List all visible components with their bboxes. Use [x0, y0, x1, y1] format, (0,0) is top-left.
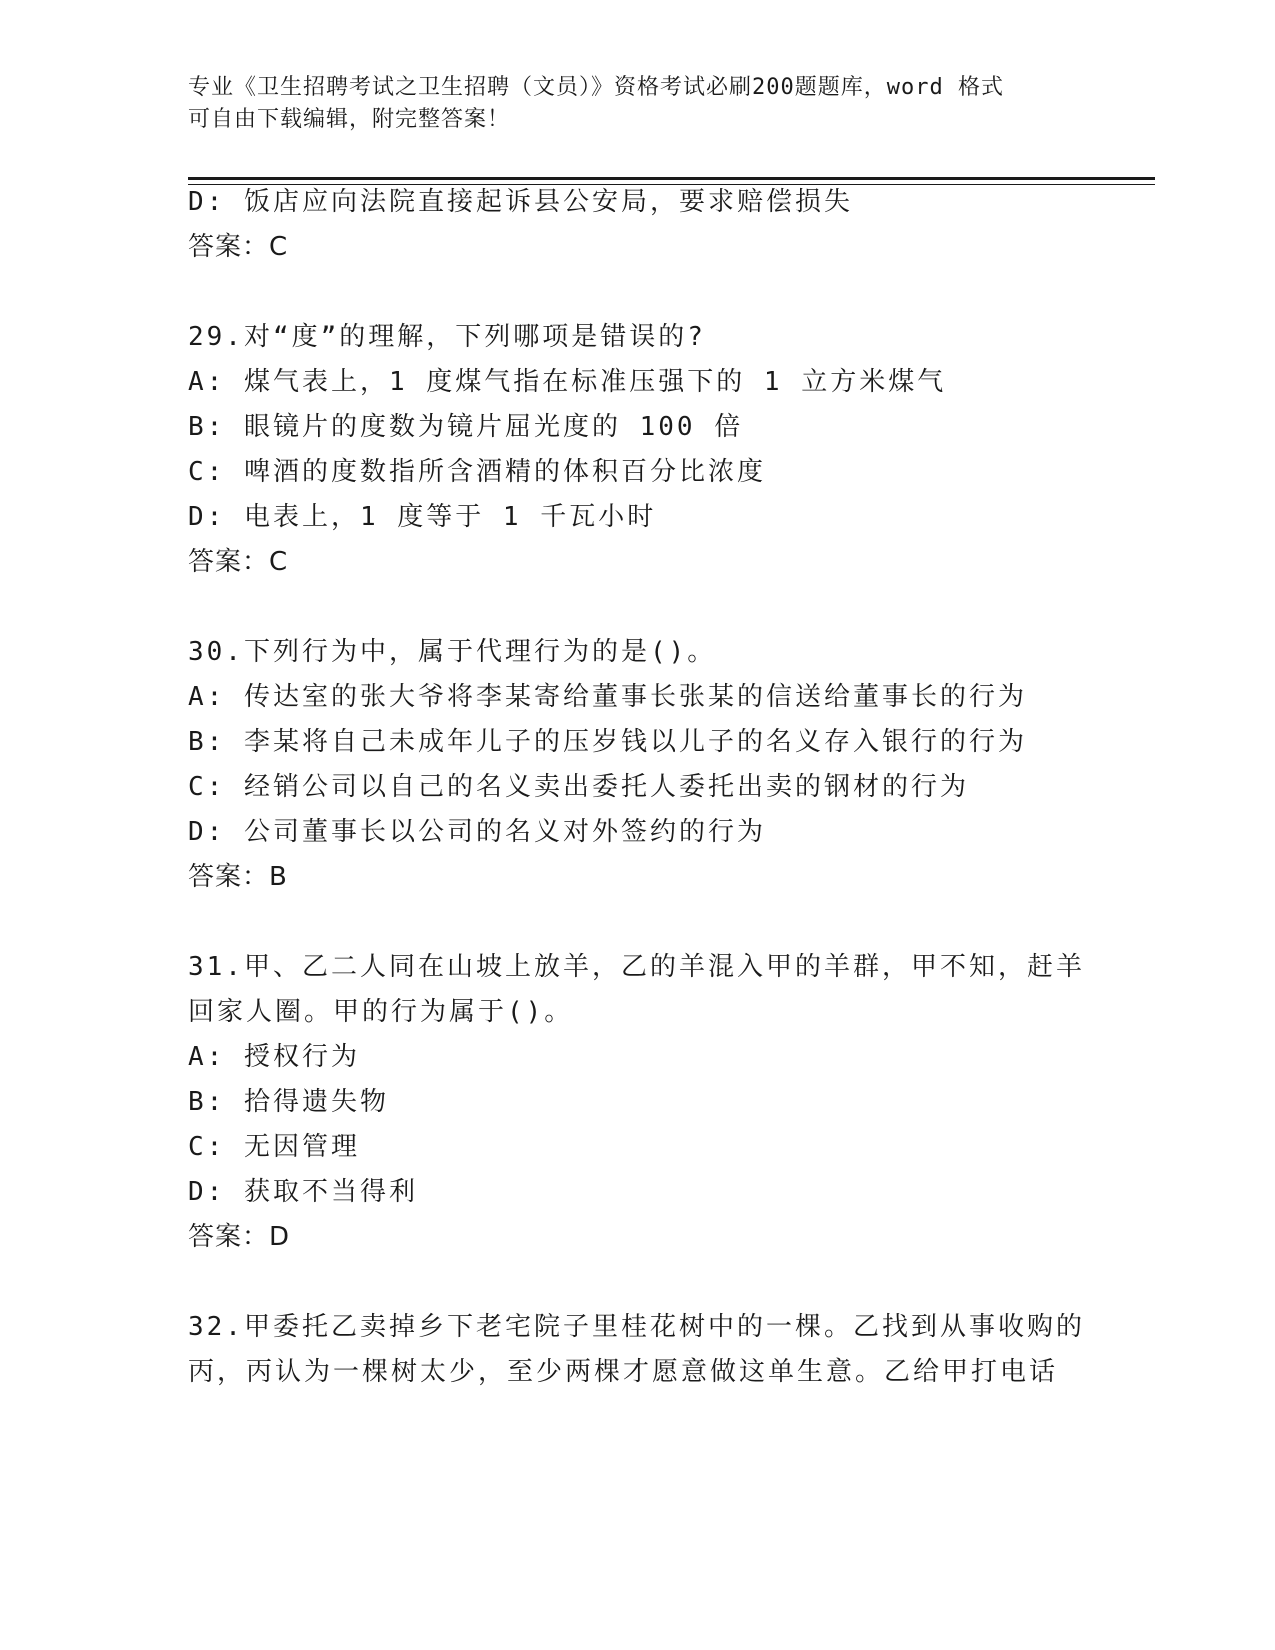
option-b: B: 拾得遗失物	[188, 1087, 389, 1117]
question-stem: 29.对“度”的理解，下列哪项是错误的?	[188, 322, 706, 352]
option-c: C: 无因管理	[188, 1132, 360, 1162]
question-stem-line-1: 32.甲委托乙卖掉乡下老宅院子里桂花树中的一棵。乙找到从事收购的	[188, 1312, 1085, 1342]
option-a: A: 传达室的张大爷将李某寄给董事长张某的信送给董事长的行为	[188, 682, 1027, 712]
spacer	[188, 1260, 1088, 1305]
option-d: D: 电表上，1 度等于 1 千瓦小时	[188, 502, 657, 532]
question-28-tail	[188, 180, 1088, 270]
option-b: B: 眼镜片的度数为镜片屈光度的 100 倍	[188, 412, 744, 442]
question-stem-line-1: 31.甲、乙二人同在山坡上放羊，乙的羊混入甲的羊群，甲不知，赶羊	[188, 952, 1085, 982]
spacer	[188, 585, 1088, 630]
question-29	[188, 315, 1088, 585]
header-title-line-2: 可自由下载编辑，附完整答案！	[188, 107, 511, 132]
answer-line: 答案：C	[188, 547, 289, 577]
spacer	[188, 270, 1088, 315]
header-title-line-1: 专业《卫生招聘考试之卫生招聘（文员）》资格考试必刷200题题库，word 格式	[188, 75, 1004, 100]
question-stem-line-2: 回家人圈。甲的行为属于()。	[188, 997, 574, 1027]
question-stem: 30.下列行为中，属于代理行为的是()。	[188, 637, 717, 667]
option-d: D: 公司董事长以公司的名义对外签约的行为	[188, 817, 766, 847]
option-a: A: 授权行为	[188, 1042, 360, 1072]
option-d: D: 获取不当得利	[188, 1177, 418, 1207]
question-stem-line-2: 丙，丙认为一棵树太少，至少两棵才愿意做这单生意。乙给甲打电话	[188, 1357, 1059, 1387]
option-d: D: 饭店应向法院直接起诉县公安局，要求赔偿损失	[188, 187, 853, 217]
question-list	[188, 180, 1088, 1395]
answer-line: 答案：D	[188, 1222, 291, 1252]
option-c: C: 经销公司以自己的名义卖出委托人委托出卖的钢材的行为	[188, 772, 969, 802]
spacer	[188, 900, 1088, 945]
option-a: A: 煤气表上，1 度煤气指在标准压强下的 1 立方米煤气	[188, 367, 947, 397]
option-b: B: 李某将自己未成年儿子的压岁钱以儿子的名义存入银行的行为	[188, 727, 1027, 757]
question-31	[188, 945, 1088, 1260]
document-header	[188, 72, 1088, 136]
question-30	[188, 630, 1088, 900]
question-32	[188, 1305, 1088, 1395]
answer-line: 答案：B	[188, 862, 288, 892]
answer-line: 答案：C	[188, 232, 289, 262]
option-c: C: 啤酒的度数指所含酒精的体积百分比浓度	[188, 457, 766, 487]
